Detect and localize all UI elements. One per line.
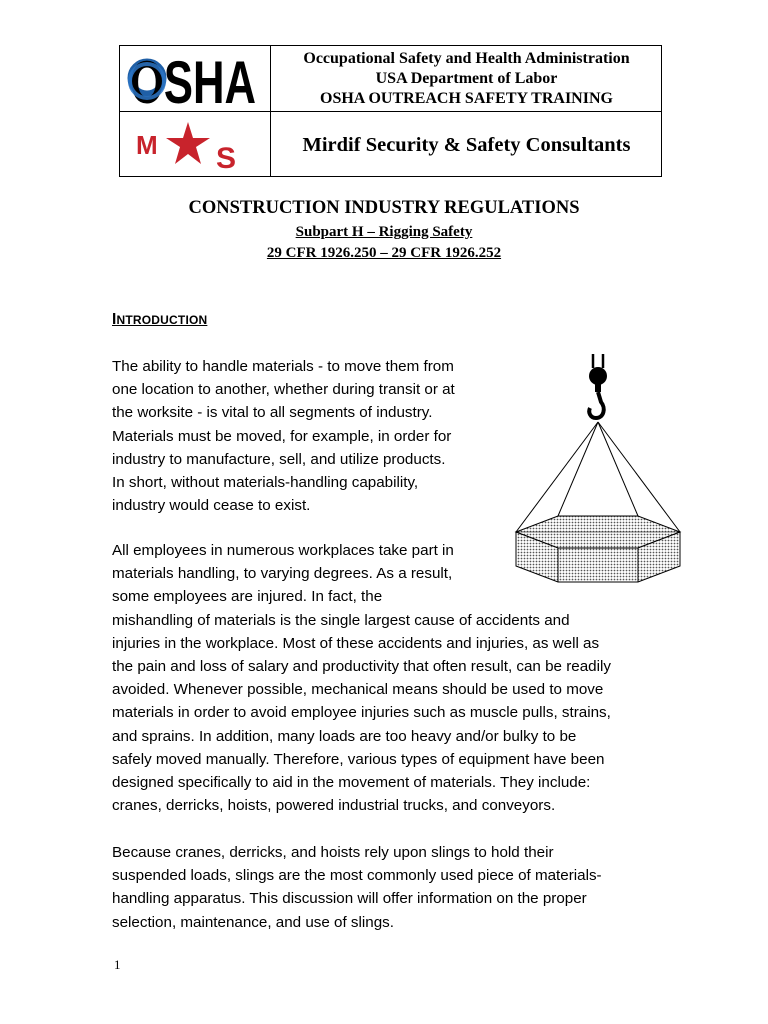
paragraph-line: materials in order to avoid employee injuries such as muscle pulls, strains, (112, 704, 611, 722)
svg-text:S: S (216, 142, 237, 175)
heading-rest: NTRODUCTION (116, 313, 208, 327)
osha-logo (126, 48, 262, 116)
svg-text:M: M (136, 130, 158, 160)
paragraph-line: All employees in numerous workplaces take part in (112, 542, 454, 559)
crane-hook-sling-illustration (508, 350, 684, 586)
paragraph-line: In short, without materials-handling capability, (112, 474, 419, 492)
paragraph-line: one location to another, whether during transit or at (112, 381, 455, 399)
paragraph-line: The ability to handle materials - to move them from (112, 358, 454, 375)
paragraph-1 (112, 355, 455, 517)
mss-logo (126, 116, 262, 174)
paragraph-line: safely moved manually. Therefore, various types of equipment have been (112, 750, 605, 768)
paragraph-3 (112, 841, 602, 934)
paragraph-line: some employees are injured. In fact, the (112, 588, 383, 606)
agency-program: OSHA OUTREACH SAFETY TRAINING (320, 90, 613, 107)
paragraph-line: materials handling, to varying degrees. As a result, (112, 565, 453, 583)
agency-info (271, 49, 662, 109)
paragraph-line: Because cranes, derricks, and hoists rely upon slings to hold their (112, 844, 554, 861)
crane-hook-icon (589, 354, 607, 418)
paragraph-line: industry would cease to exist. (112, 497, 311, 515)
net-load (516, 516, 680, 582)
paragraph-line: and sprains. In addition, many loads are too heavy and/or bulky to be (112, 727, 577, 745)
paragraph-line: designed specifically to aid in the movement of materials. They include: (112, 774, 591, 792)
paragraph-line: avoided. Whenever possible, mechanical means should be used to move (112, 681, 604, 699)
paragraph-line: selection, maintenance, and use of slings. (112, 913, 394, 931)
agency-department: USA Department of Labor (375, 70, 558, 87)
company-name: Mirdif Security & Safety Consultants (302, 133, 631, 156)
paragraph-line: suspended loads, slings are the most commonly used piece of materials- (112, 867, 602, 885)
document-cfr-range: 29 CFR 1926.250 – 29 CFR 1926.252 (266, 245, 502, 261)
section-heading-introduction (112, 311, 207, 329)
paragraph-line: handling apparatus. This discussion will offer information on the proper (112, 890, 587, 908)
letterhead-table (119, 45, 662, 177)
paragraph-line: the worksite - is vital to all segments of industry. (112, 404, 433, 422)
paragraph-line: cranes, derricks, hoists, powered industrial trucks, and conveyors. (112, 797, 556, 815)
paragraph-line: mishandling of materials is the single largest cause of accidents and (112, 611, 570, 629)
paragraph-line: the pain and loss of salary and productivity that often result, can be readily (112, 658, 611, 676)
heading-initial: I (112, 311, 117, 328)
osha-logo-text: OSHA (130, 49, 256, 116)
paragraph-line: Materials must be moved, for example, in order for (112, 427, 452, 445)
paragraph-line: industry to manufacture, sell, and utilize products. (112, 450, 446, 468)
page-number: 1 (114, 957, 121, 972)
document-title: CONSTRUCTION INDUSTRY REGULATIONS (188, 198, 580, 218)
agency-name: Occupational Safety and Health Administration (303, 50, 630, 67)
paragraph-line: injuries in the workplace. Most of these accidents and injuries, as well as (112, 634, 600, 652)
document-subtitle: Subpart H – Rigging Safety (295, 224, 473, 240)
